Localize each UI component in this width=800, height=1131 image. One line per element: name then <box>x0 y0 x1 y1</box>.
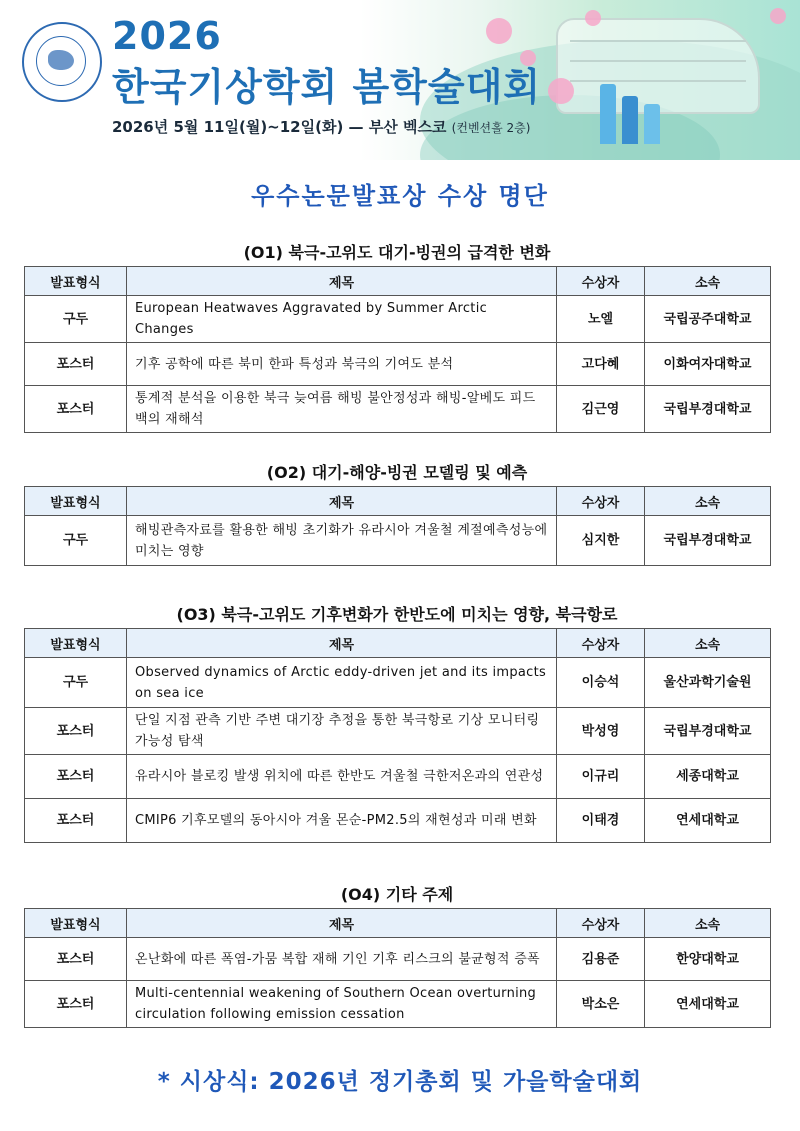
table-row <box>25 516 771 566</box>
winner-cell: 노엘 <box>557 296 645 343</box>
winner-header: 수상자 <box>557 487 645 516</box>
paper-title-cell: European Heatwaves Aggravated by Summer Arctic Changes <box>127 296 557 343</box>
winner-header: 수상자 <box>557 629 645 658</box>
city-tower-illustration <box>600 84 616 144</box>
award-section <box>24 240 770 433</box>
affiliation-cell: 국립부경대학교 <box>645 708 771 755</box>
title-header: 제목 <box>127 909 557 938</box>
award-table <box>24 486 771 566</box>
table-row <box>25 755 771 799</box>
table-row <box>25 708 771 755</box>
section-title: (O1) 북극-고위도 대기-빙권의 급격한 변화 <box>243 243 551 262</box>
award-section <box>24 460 770 566</box>
format-cell: 포스터 <box>25 799 127 843</box>
table-row <box>25 799 771 843</box>
winner-header: 수상자 <box>557 909 645 938</box>
winner-cell: 박소은 <box>557 981 645 1028</box>
conference-title: 한국기상학회 봄학술대회 <box>112 65 542 109</box>
winner-cell: 심지한 <box>557 516 645 566</box>
format-header: 발표형식 <box>25 629 127 658</box>
affiliation-cell: 울산과학기술원 <box>645 658 771 708</box>
table-row <box>25 658 771 708</box>
paper-title-cell: 통계적 분석을 이용한 북극 늦여름 해빙 불안정성과 해빙-알베도 피드백의 재해석 <box>127 386 557 433</box>
winner-cell: 이규리 <box>557 755 645 799</box>
winner-header: 수상자 <box>557 267 645 296</box>
paper-title-cell: 해빙관측자료를 활용한 해빙 초기화가 유라시아 겨울철 계절예측성능에 미치는 영향 <box>127 516 557 566</box>
format-cell: 포스터 <box>25 708 127 755</box>
format-header: 발표형식 <box>25 267 127 296</box>
format-header: 발표형식 <box>25 909 127 938</box>
table-row <box>25 938 771 981</box>
ceremony-note: * 시상식: 2026년 정기총회 및 가을학술대회 <box>157 1069 643 1095</box>
award-table <box>24 908 771 1028</box>
winner-cell: 고다혜 <box>557 343 645 386</box>
affiliation-cell: 국립공주대학교 <box>645 296 771 343</box>
society-logo <box>22 22 102 102</box>
table-header-row <box>25 487 771 516</box>
format-cell: 포스터 <box>25 386 127 433</box>
paper-title-cell: 단일 지점 관측 기반 주변 대기장 추정을 통한 북극항로 기상 모니터링 가능성 탐색 <box>127 708 557 755</box>
title-header: 제목 <box>127 487 557 516</box>
date-line: 2026년 5월 11일(월)~12일(화) — 부산 벡스코 <box>112 118 447 136</box>
winner-cell: 박성영 <box>557 708 645 755</box>
format-header: 발표형식 <box>25 487 127 516</box>
affiliation-header: 소속 <box>645 629 771 658</box>
conference-date-venue <box>112 116 530 137</box>
affiliation-cell: 국립부경대학교 <box>645 516 771 566</box>
cherry-blossom-icon <box>770 8 786 24</box>
table-header-row <box>25 629 771 658</box>
banner-year: 2026 <box>112 14 222 58</box>
title-header: 제목 <box>127 629 557 658</box>
paper-title-cell: Observed dynamics of Arctic eddy-driven jet and its impacts on sea ice <box>127 658 557 708</box>
city-tower-illustration <box>644 104 660 144</box>
venue-detail: (컨벤션홀 2층) <box>451 121 531 135</box>
format-cell: 구두 <box>25 296 127 343</box>
award-table <box>24 628 771 843</box>
paper-title-cell: 기후 공학에 따른 북미 한파 특성과 북극의 기여도 분석 <box>127 343 557 386</box>
table-row <box>25 981 771 1028</box>
cherry-blossom-icon <box>548 78 574 104</box>
affiliation-header: 소속 <box>645 267 771 296</box>
affiliation-cell: 국립부경대학교 <box>645 386 771 433</box>
table-row <box>25 296 771 343</box>
affiliation-header: 소속 <box>645 487 771 516</box>
format-cell: 포스터 <box>25 755 127 799</box>
winner-cell: 김용준 <box>557 938 645 981</box>
section-title: (O2) 대기-해양-빙권 모델링 및 예측 <box>266 463 528 482</box>
paper-title-cell: 온난화에 따른 폭염-가뭄 복합 재해 기인 기후 리스크의 불균형적 증폭 <box>127 938 557 981</box>
format-cell: 구두 <box>25 516 127 566</box>
affiliation-header: 소속 <box>645 909 771 938</box>
cherry-blossom-icon <box>486 18 512 44</box>
format-cell: 포스터 <box>25 981 127 1028</box>
paper-title-cell: 유라시아 블로킹 발생 위치에 따른 한반도 겨울철 극한저온과의 연관성 <box>127 755 557 799</box>
affiliation-cell: 연세대학교 <box>645 799 771 843</box>
format-cell: 포스터 <box>25 343 127 386</box>
affiliation-cell: 세종대학교 <box>645 755 771 799</box>
format-cell: 구두 <box>25 658 127 708</box>
winner-cell: 김근영 <box>557 386 645 433</box>
affiliation-cell: 연세대학교 <box>645 981 771 1028</box>
award-table <box>24 266 771 433</box>
section-title: (O3) 북극-고위도 기후변화가 한반도에 미치는 영향, 북극항로 <box>176 605 618 624</box>
section-title: (O4) 기타 주제 <box>340 885 454 904</box>
table-header-row <box>25 909 771 938</box>
award-section <box>24 882 770 1028</box>
conference-banner <box>0 0 800 160</box>
table-row <box>25 386 771 433</box>
award-section <box>24 602 770 843</box>
affiliation-cell: 한양대학교 <box>645 938 771 981</box>
table-row <box>25 343 771 386</box>
winner-cell: 이승석 <box>557 658 645 708</box>
title-header: 제목 <box>127 267 557 296</box>
winner-cell: 이태경 <box>557 799 645 843</box>
cherry-blossom-icon <box>585 10 601 26</box>
format-cell: 포스터 <box>25 938 127 981</box>
paper-title-cell: CMIP6 기후모델의 동아시아 겨울 몬순-PM2.5의 재현성과 미래 변화 <box>127 799 557 843</box>
city-tower-illustration <box>622 96 638 144</box>
page-title: 우수논문발표상 수상 명단 <box>251 182 549 210</box>
table-header-row <box>25 267 771 296</box>
affiliation-cell: 이화여자대학교 <box>645 343 771 386</box>
bexco-building-illustration <box>556 18 760 114</box>
paper-title-cell: Multi-centennial weakening of Southern Ocean overturning circulation following emission cessation <box>127 981 557 1028</box>
